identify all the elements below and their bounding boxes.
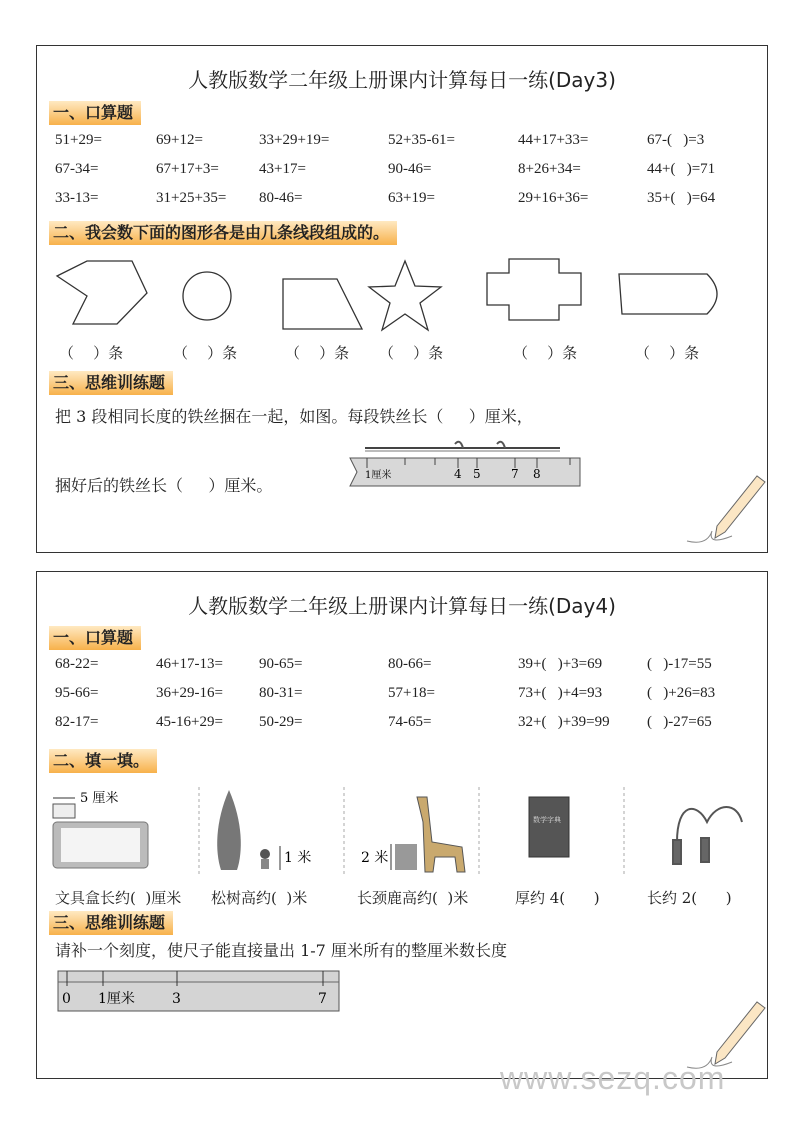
ruler-label: 8 [533,467,541,481]
day4-problem-text: 请补一个刻度，使尺子能直接量出 1-7 厘米所有的整厘米数长度 [55,941,507,960]
arithmetic-problem: 67+17+3= [156,161,219,177]
dictionary-image [529,797,569,857]
shape-answer-blank: （ ）条 [173,344,238,362]
shape-answer-blank: （ ）条 [635,344,700,362]
giraffe-image [361,797,465,872]
day3-title: 人教版数学二年级上册课内计算每日一练(Day3) [188,68,616,92]
circle-shape [183,272,231,320]
day4-title: 人教版数学二年级上册课内计算每日一练(Day4) [188,594,616,618]
arithmetic-problem: 50-29= [259,714,303,730]
day3-shapes [37,46,767,346]
ruler-label: 5 [473,467,481,481]
fill-label: 长约 2( ) [647,889,732,907]
ruler-label: 1厘米 [98,991,135,1007]
arithmetic-problem: 80-66= [388,656,432,672]
watermark: www.sezq.com [500,1060,726,1096]
arithmetic-problem: 44+17+33= [518,132,589,148]
day4-ruler [57,970,342,1014]
ruler-label: 1厘米 [365,470,392,481]
arithmetic-problem: 51+29= [55,132,102,148]
shape-answer-blank: （ ）条 [285,344,350,362]
arithmetic-problem: 80-46= [259,190,303,206]
fill-label: 松树高约( )米 [211,889,308,907]
arithmetic-problem: 44+( )=71 [647,161,716,177]
fill-label: 长颈鹿高约( )米 [357,889,469,907]
trapezoid-shape [283,279,362,329]
arrow-tab-shape [619,274,717,314]
arithmetic-problem: 82-17= [55,714,99,730]
note-1m: 1 米 [284,850,312,866]
cross-shape [487,259,581,320]
arithmetic-problem: 33+29+19= [259,132,330,148]
day3-ruler-figure [345,438,585,488]
note-5cm: 5 厘米 [80,791,119,806]
arithmetic-problem: ( )-17=55 [647,656,712,672]
arithmetic-problem: 73+( )+4=93 [518,685,603,701]
pencil-box-image [53,790,148,868]
pine-tree-image [217,790,311,870]
pencil-icon [687,466,767,546]
shape-answer-blank: （ ）条 [59,344,124,362]
ruler-label: 0 [62,991,71,1007]
ruler-label: 7 [511,467,519,481]
arithmetic-problem: 36+29-16= [156,685,223,701]
arithmetic-problem: 31+25+35= [156,190,227,206]
fill-label: 文具盒长约( )厘米 [55,889,182,907]
day4-section3-header: 三、思维训练题 [49,911,173,935]
arithmetic-problem: 74-65= [388,714,432,730]
day3-section3-header: 三、思维训练题 [49,371,173,395]
arithmetic-problem: 68-22= [55,656,99,672]
arithmetic-problem: 45-16+29= [156,714,223,730]
day3-section1-header: 一、口算题 [49,101,141,125]
arithmetic-problem: 52+35-61= [388,132,455,148]
day4-fill-images [37,782,767,882]
arithmetic-problem: 67-34= [55,161,99,177]
pentagon-shape [57,261,147,324]
day4-section2-header: 二、填一填。 [49,749,157,773]
arithmetic-problem: 35+( )=64 [647,190,716,206]
ruler-label: 3 [172,991,181,1007]
fill-label: 厚约 4( ) [515,889,600,907]
note-2m: 2 米 [361,850,389,866]
arithmetic-problem: 95-66= [55,685,99,701]
arithmetic-problem: 33-13= [55,190,99,206]
shape-answer-blank: （ ）条 [379,344,444,362]
arithmetic-problem: 67-( )=3 [647,132,705,148]
day3-problem-text1: 把 3 段相同长度的铁丝捆在一起，如图。每段铁丝长（ ）厘米， [55,407,533,426]
shape-answer-blank: （ ）条 [513,344,578,362]
arithmetic-problem: 90-65= [259,656,303,672]
arithmetic-problem: 29+16+36= [518,190,589,206]
arithmetic-problem: 90-46= [388,161,432,177]
arithmetic-problem: 57+18= [388,685,435,701]
arithmetic-problem: 32+( )+39=99 [518,714,610,730]
arithmetic-problem: ( )-27=65 [647,714,712,730]
arithmetic-problem: 39+( )+3=69 [518,656,603,672]
ruler-label: 7 [318,991,327,1007]
arithmetic-problem: 63+19= [388,190,435,206]
arithmetic-problem: 8+26+34= [518,161,581,177]
day4-section1-header: 一、口算题 [49,626,141,650]
arithmetic-problem: 80-31= [259,685,303,701]
ruler-label: 4 [454,467,462,481]
arithmetic-problem: ( )+26=83 [647,685,716,701]
arithmetic-problem: 46+17-13= [156,656,223,672]
day3-problem-text2: 捆好后的铁丝长（ ）厘米。 [55,476,273,495]
arithmetic-problem: 69+12= [156,132,203,148]
jump-rope-image [673,807,742,864]
day3-section2-header: 二、我会数下面的图形各是由几条线段组成的。 [49,221,397,245]
arithmetic-problem: 43+17= [259,161,306,177]
book-title: 数学字典 [533,816,561,824]
day4-panel [36,571,768,1079]
star-shape [369,261,441,330]
day3-panel [36,45,768,553]
